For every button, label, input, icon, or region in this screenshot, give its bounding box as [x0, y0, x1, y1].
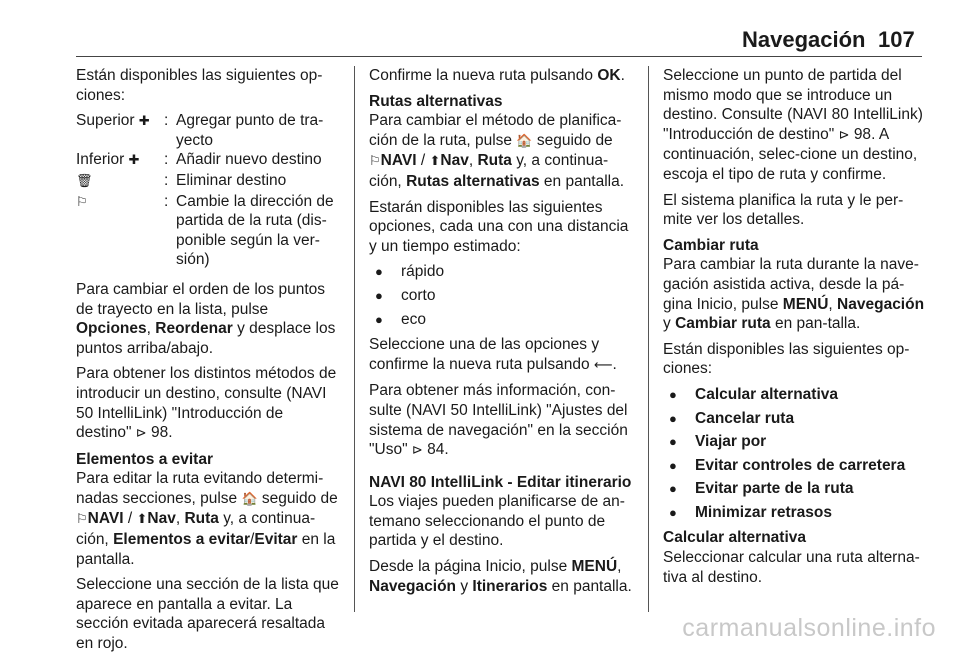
paragraph: Para cambiar el orden de los puntos de trayecto en la lista, pulse Opciones, Reordenar y desplace los puntos arriba/abajo.	[76, 280, 336, 357]
page-ref-link[interactable]: 98.	[151, 424, 173, 442]
bullet-list	[663, 385, 925, 523]
section-heading: Elementos a evitar	[76, 450, 213, 468]
watermark: carmanualsonline.info	[682, 614, 936, 642]
paragraph: Para obtener más información, con-sulte (NAVI 50 IntelliLink) "Ajustes del sistema de navegación" en la sección "Uso" ⊳ 84.	[369, 382, 628, 459]
page-number: 107	[878, 27, 915, 52]
paragraph: Están disponibles las siguientes op-ciones:	[663, 340, 910, 378]
column-middle	[369, 66, 633, 602]
list-item: ● corto	[369, 286, 633, 306]
option-desc: Añadir nuevo destino	[176, 151, 322, 169]
paragraph: Estarán disponibles las siguientes opciones, cada una con una distancia y un tiempo estimado:	[369, 198, 629, 255]
paragraph: Para cambiar el método de planifica-ción de la ruta, pulse 🏠 seguido de ⚐NAVI / ⬆Nav, Ruta y, a continua-ción, Rutas alternativas en pantalla.	[369, 112, 625, 190]
option-term: Superior ✚	[76, 112, 150, 130]
page-ref-link[interactable]: 84.	[427, 441, 449, 459]
paragraph: Desde la página Inicio, pulse MENÚ, Navegación y Itinerarios en pantalla.	[369, 558, 632, 595]
paragraph: Para cambiar la ruta durante la nave-gación asistida activa, desde la pá-gina Inicio, pulse MENÚ, Navegación y Cambiar ruta en pan-talla.	[663, 256, 925, 333]
back-arrow-icon: ⟵	[593, 357, 613, 373]
option-term: Inferior ✚	[76, 151, 140, 169]
paragraph: Para obtener los distintos métodos de introducir un destino, consulte (NAVI 50 IntelliLink) "Introducción de destino" ⊳ 98.	[76, 365, 337, 442]
column-left	[76, 66, 342, 660]
option-desc: Agregar punto de tra-yecto	[176, 112, 324, 149]
bullet-list	[369, 262, 633, 329]
option-colon: :	[164, 171, 169, 189]
header-divider	[76, 56, 922, 57]
list-item: ● Minimizar retrasos	[663, 503, 925, 523]
list-item: ● Viajar por	[663, 432, 925, 452]
option-term	[76, 192, 164, 270]
option-term	[76, 171, 164, 192]
flag-icon: ⚐	[76, 512, 88, 528]
flag-icon: ⚐	[369, 154, 381, 170]
reference-arrow-icon: ⊳	[411, 443, 423, 459]
section-heading: Cambiar ruta	[663, 236, 759, 254]
section-heading: NAVI 80 IntelliLink - Editar itinerario	[369, 473, 632, 491]
column-right	[663, 66, 925, 593]
home-icon: 🏠	[241, 491, 258, 507]
option-colon: :	[164, 151, 169, 169]
nav-arrow-icon: ⬆	[136, 512, 148, 528]
option-colon: :	[164, 192, 169, 210]
list-item: ● Evitar parte de la ruta	[663, 479, 925, 499]
list-item: ● Cancelar ruta	[663, 409, 925, 429]
section-heading: Calcular alternativa	[663, 529, 807, 547]
page-header	[0, 0, 960, 58]
option-desc: Eliminar destino	[176, 171, 287, 189]
trash-icon: 🗑	[76, 173, 93, 189]
paragraph: El sistema planifica la ruta y le per-mite ver los detalles.	[663, 191, 904, 229]
paragraph: Seleccione una sección de la lista que aparece en pantalla a evitar. La sección evitada aparecerá resaltada en rojo.	[76, 576, 339, 653]
list-item: ● rápido	[369, 262, 633, 282]
home-icon: 🏠	[516, 133, 533, 149]
paragraph: Seleccionar calcular una ruta alterna-tiva al destino.	[663, 549, 920, 586]
page-ref-link[interactable]: 98	[853, 125, 872, 143]
list-item: ● Evitar controles de carretera	[663, 456, 925, 476]
option-desc: Cambie la dirección de partida de la ruta (dis-ponible según la ver-sión)	[176, 192, 334, 269]
list-item: ● eco	[369, 310, 633, 330]
paragraph: Confirme la nueva ruta pulsando OK.	[369, 67, 625, 84]
column-divider	[354, 66, 355, 612]
list-item: ● Calcular alternativa	[663, 385, 925, 405]
plus-icon: ✚	[138, 114, 150, 130]
options-list	[76, 111, 342, 270]
section-heading: Rutas alternativas	[369, 92, 503, 110]
paragraph: Seleccione una de las opciones y confirme la nueva ruta pulsando ⟵.	[369, 336, 617, 373]
intro-text: Están disponibles las siguientes op-ciones:	[76, 67, 323, 104]
option-colon: :	[164, 112, 169, 130]
page-footer	[0, 612, 960, 642]
paragraph: Para editar la ruta evitando determi-nadas secciones, pulse 🏠 seguido de ⚐NAVI / ⬆Nav, Ruta y, a continua-ción, Elementos a evitar/Evitar en la pantalla.	[76, 470, 338, 568]
paragraph: Seleccione un punto de partida del mismo modo que se introduce un destino. Consulte (NAVI 80 IntelliLink) "Introducción de destino" ⊳ 98. A continuación, selec-cione un destino, escoja el tipo de ruta y confirme.	[663, 67, 923, 183]
page-title: Navegación	[742, 27, 866, 52]
column-divider	[648, 66, 649, 612]
paragraph: Los viajes pueden planificarse de an-temano seleccionando el punto de partida y el destino.	[369, 493, 625, 550]
flag-icon: ⚐	[76, 194, 88, 210]
plus-icon: ✚	[128, 153, 140, 169]
nav-arrow-icon: ⬆	[429, 154, 441, 170]
reference-arrow-icon: ⊳	[838, 127, 850, 143]
reference-arrow-icon: ⊳	[135, 426, 147, 442]
